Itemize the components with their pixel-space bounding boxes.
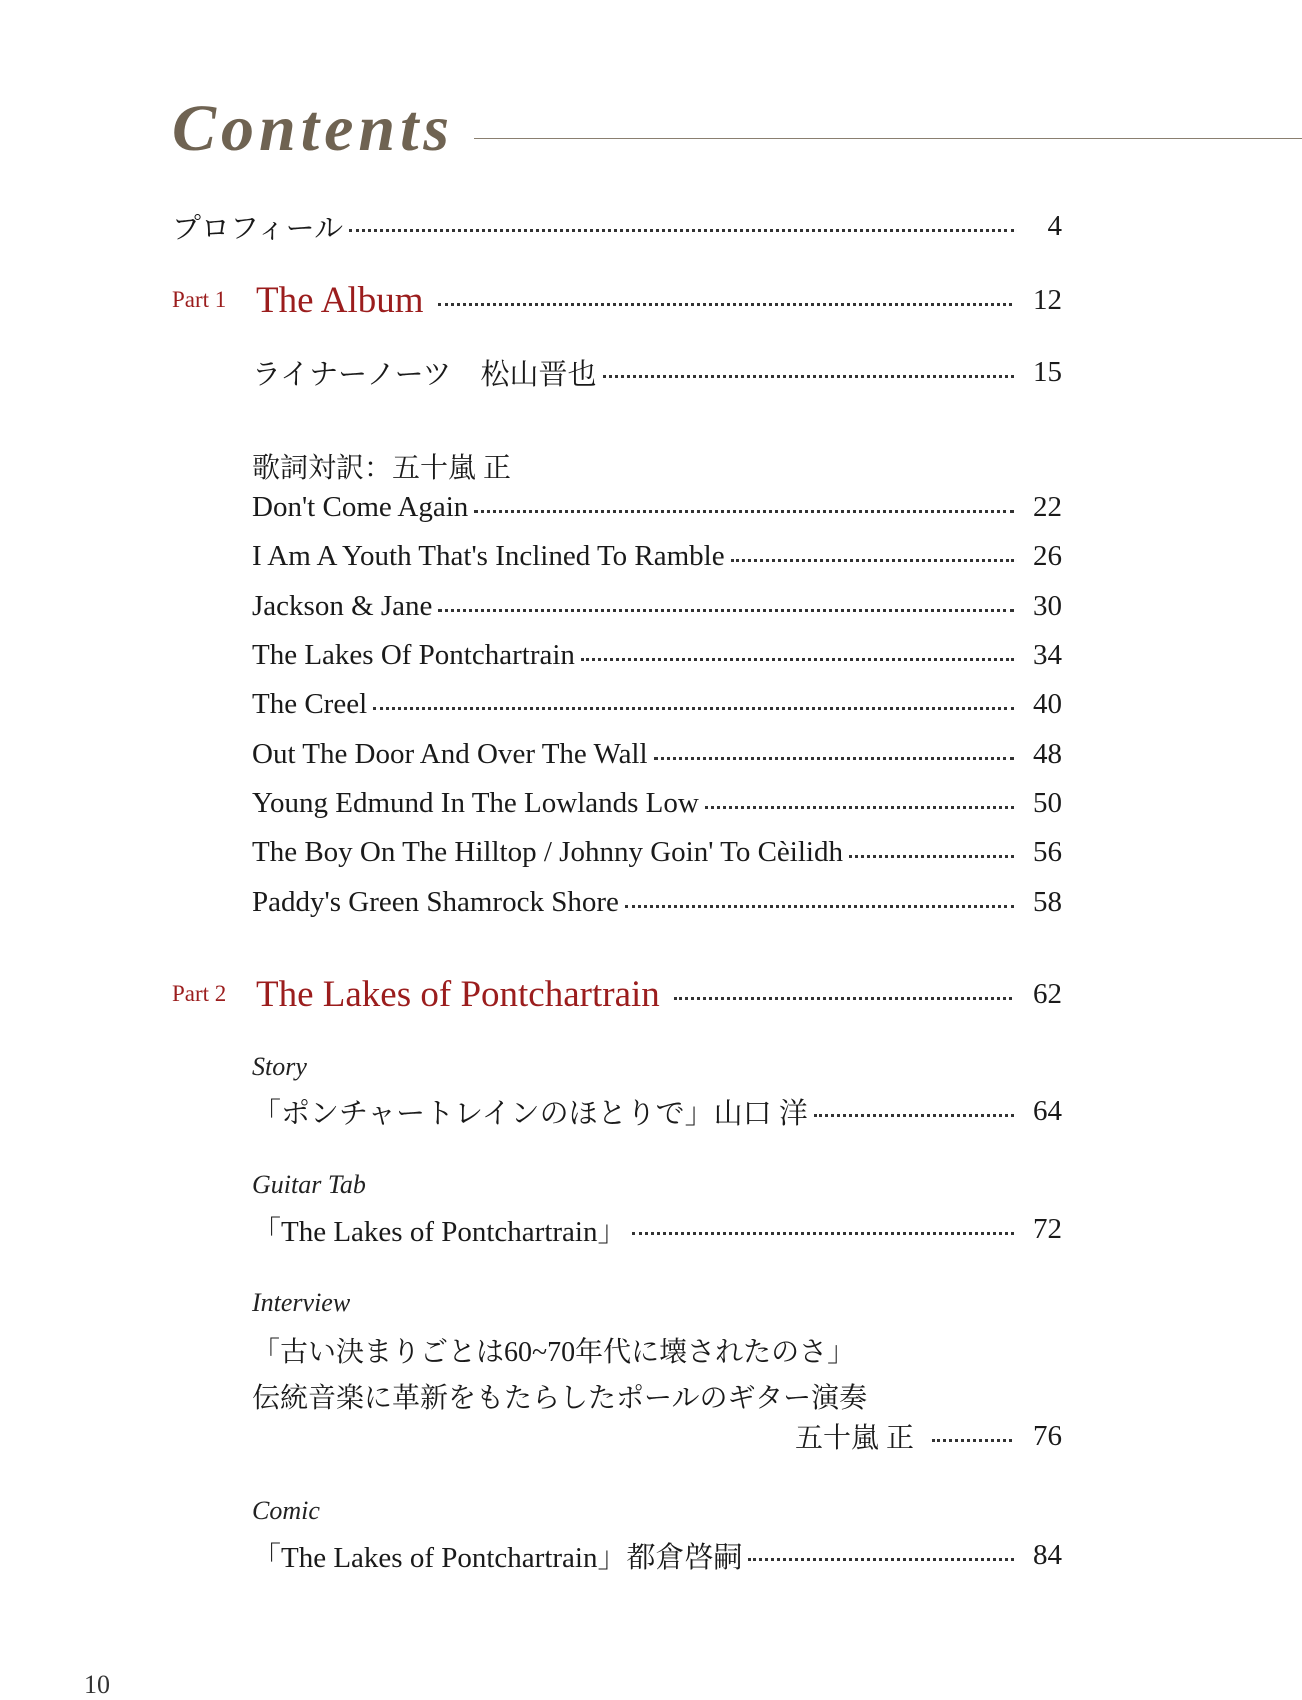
page-folio: 10	[84, 1670, 110, 1699]
section-heading-guitar-tab: Guitar Tab	[252, 1170, 366, 1199]
section-heading-interview: Interview	[252, 1288, 351, 1317]
section-heading-comic: Comic	[252, 1496, 320, 1525]
dot-leader	[625, 905, 1014, 908]
toc-entry-label: 「The Lakes of Pontchartrain」	[252, 1215, 627, 1248]
interview-title-line-2: 伝統音楽に革新をもたらしたポールのギター演奏	[252, 1383, 868, 1414]
dot-leader	[674, 997, 1012, 1000]
toc-entry-profile[interactable]	[172, 204, 1062, 248]
part-2-heading[interactable]	[172, 968, 1062, 1020]
toc-page-number: 84	[1033, 1538, 1062, 1571]
song-title: The Lakes Of Pontchartrain	[252, 638, 575, 671]
toc-entry-label: 「The Lakes of Pontchartrain」都倉啓嗣	[252, 1541, 743, 1574]
dot-leader	[438, 303, 1012, 306]
toc-page-number: 58	[1033, 885, 1062, 918]
dot-leader	[731, 559, 1014, 562]
toc-page-number: 62	[1033, 977, 1062, 1010]
part-label: Part 1	[172, 287, 227, 312]
toc-page-number: 30	[1033, 589, 1062, 622]
toc-entry-interview[interactable]	[252, 1414, 1062, 1458]
interview-title-line-1: 「古い決まりごとは60~70年代に壊されたのさ」	[252, 1337, 856, 1368]
toc-entry-liner-notes[interactable]	[252, 350, 1062, 394]
song-title: Paddy's Green Shamrock Shore	[252, 885, 619, 918]
toc-entry-label: プロフィール	[172, 212, 344, 245]
dot-leader	[581, 658, 1014, 661]
song-title: The Creel	[252, 687, 368, 720]
dot-leader	[849, 855, 1014, 858]
toc-page-number: 26	[1033, 539, 1062, 572]
song-title: Don't Come Again	[252, 490, 469, 523]
toc-page-number: 72	[1033, 1212, 1062, 1245]
toc-page-number: 76	[1033, 1419, 1062, 1452]
toc-entry-song[interactable]	[252, 732, 1062, 776]
toc-page-number: 34	[1033, 638, 1062, 671]
toc-page-number: 48	[1033, 737, 1062, 770]
toc-entry-song[interactable]	[252, 880, 1062, 924]
toc-entry-story[interactable]	[252, 1089, 1062, 1133]
section-heading-story: Story	[252, 1052, 307, 1081]
song-title: Out The Door And Over The Wall	[252, 737, 648, 770]
dot-leader	[748, 1558, 1014, 1561]
part-title: The Album	[256, 279, 424, 321]
toc-entry-song[interactable]	[252, 682, 1062, 726]
dot-leader	[814, 1114, 1014, 1117]
dot-leader	[705, 806, 1014, 809]
toc-page-number: 56	[1033, 835, 1062, 868]
toc-page-number: 22	[1033, 490, 1062, 523]
dot-leader	[349, 229, 1014, 232]
part-1-heading[interactable]	[172, 274, 1062, 326]
title-rule	[474, 138, 1302, 139]
toc-page-number: 12	[1033, 283, 1062, 316]
dot-leader	[373, 707, 1014, 710]
toc-entry-song[interactable]	[252, 830, 1062, 874]
toc-entry-song[interactable]	[252, 781, 1062, 825]
part-label: Part 2	[172, 981, 227, 1006]
interview-author: 五十嵐 正	[794, 1423, 914, 1454]
song-title: Jackson & Jane	[252, 589, 433, 622]
song-title: The Boy On The Hilltop / Johnny Goin' To Cèilidh	[252, 835, 843, 868]
toc-entry-comic[interactable]	[252, 1533, 1062, 1577]
lyrics-heading: 歌詞対訳：五十嵐 正	[252, 453, 512, 484]
toc-entry-label: 「ポンチャートレインのほとりで」山口 洋	[252, 1097, 808, 1130]
dot-leader	[654, 757, 1014, 760]
toc-entry-guitar-tab[interactable]	[252, 1207, 1062, 1251]
toc-entry-song[interactable]	[252, 485, 1062, 529]
dot-leader	[932, 1439, 1012, 1442]
toc-page-number: 50	[1033, 786, 1062, 819]
toc-page-number: 40	[1033, 687, 1062, 720]
toc-page-number: 64	[1033, 1094, 1062, 1127]
toc-entry-song[interactable]	[252, 584, 1062, 628]
song-title: I Am A Youth That's Inclined To Ramble	[252, 539, 725, 572]
page-title: Contents	[172, 92, 455, 165]
toc-entry-song[interactable]	[252, 633, 1062, 677]
dot-leader	[474, 510, 1014, 513]
dot-leader	[603, 375, 1014, 378]
toc-entry-song[interactable]	[252, 534, 1062, 578]
toc-entry-label: ライナーノーツ 松山晋也	[252, 358, 597, 391]
toc-page-number: 4	[1047, 209, 1062, 242]
part-title: The Lakes of Pontchartrain	[256, 973, 660, 1015]
song-title: Young Edmund In The Lowlands Low	[252, 786, 699, 819]
dot-leader	[632, 1232, 1014, 1235]
toc-page-number: 15	[1033, 355, 1062, 388]
dot-leader	[438, 609, 1014, 612]
